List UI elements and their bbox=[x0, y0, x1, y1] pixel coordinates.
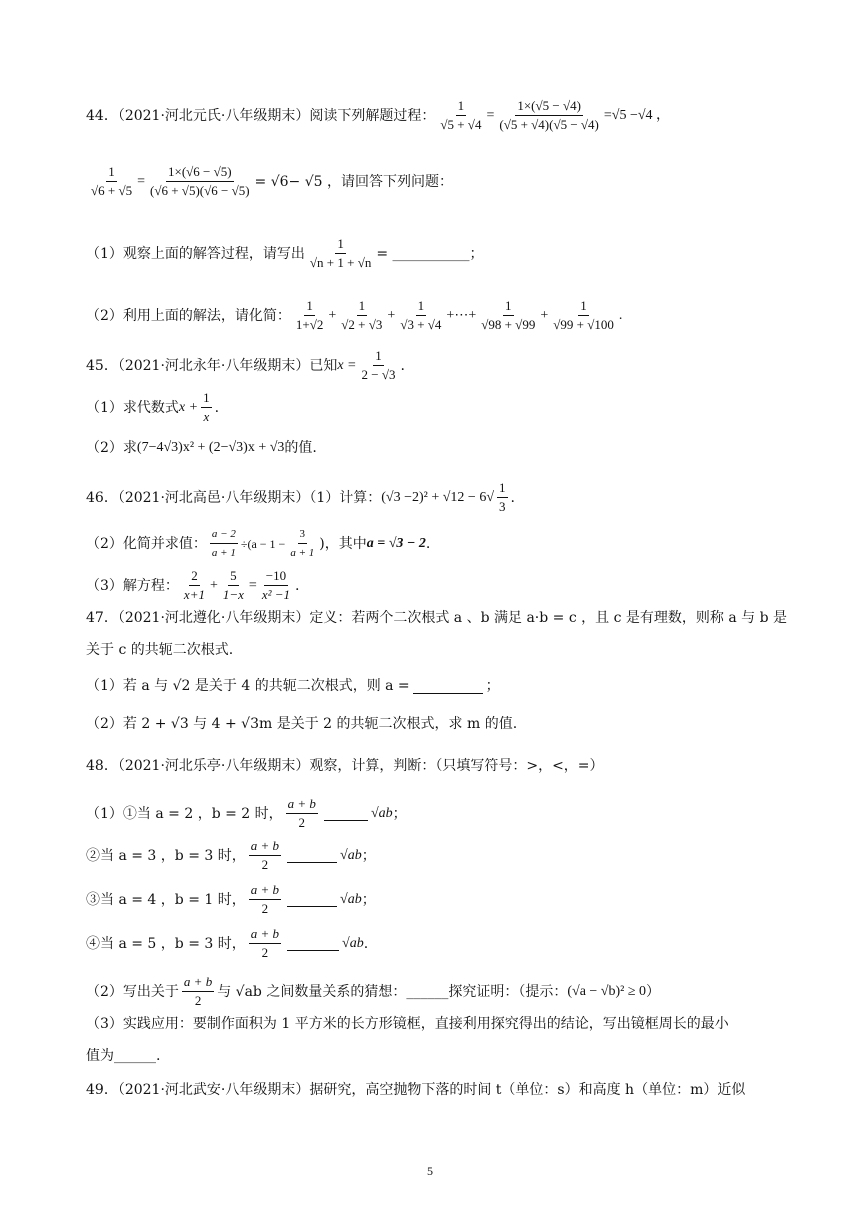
q44-p2-term1: $\frac{1}{1+√2}$ bbox=[295, 298, 324, 332]
q48-p2-mid: 与 √ab 之间数量关系的猜想：______探究证明：（提示： bbox=[217, 983, 568, 1000]
q44-p1-text: （1）观察上面的解答过程，请写出 bbox=[86, 245, 305, 262]
q44-p2-term2: $\frac{1}{√2 + √3}$ bbox=[341, 298, 383, 332]
q48-item4-text: ④当 a = 5 ，b = 3 时， bbox=[86, 935, 246, 952]
q48-head: 48．（2021·河北乐亭·八年级期末）观察，计算，判断：（只填写符号：>，<，=） bbox=[86, 758, 604, 774]
q46-p2-text: （2）化简并求值： bbox=[86, 535, 207, 552]
q44-part2: （2）利用上面的解法，请化简： $\frac{1}{1+√2}$ + $\frac{1}{√2 + √3}$ + $\frac{1}{√3 + √4}$ +⋯+ $\frac{1}{√98 + √99}$ + $\frac{1}{√99 + √100}$ . bbox=[86, 298, 623, 332]
q48-item4-frac: $\frac{a + b}{2}$ bbox=[250, 926, 280, 960]
q46-p3-t3: $\frac{-10}{\text{x² −1}}$ bbox=[261, 568, 291, 602]
q44-p2-ellipsis: +⋯+ bbox=[446, 307, 477, 323]
q44-part1 bbox=[86, 236, 484, 271]
q48-item3-blank bbox=[287, 892, 337, 907]
q45-p1-expr: x + bbox=[178, 399, 199, 415]
q46-p2-frac-a: $\frac{a - 2}{a + 1}$ bbox=[211, 528, 236, 559]
q47-p1-text: （1）若 a 与 √2 是关于 4 的共轭二次根式，则 a = bbox=[86, 678, 410, 694]
q45-head: 45．（2021·河北永年·八年级期末）已知 bbox=[86, 357, 338, 374]
q44-p2-text: （2）利用上面的解法，请化简： bbox=[86, 307, 291, 324]
q45-p1-text: （1）求代数式 bbox=[86, 399, 179, 416]
q48-item2 bbox=[86, 838, 376, 873]
q45-part2 bbox=[86, 438, 317, 458]
q44-p1-answer-blank: = ___________； bbox=[376, 245, 484, 262]
q47-p1-blank bbox=[413, 679, 483, 694]
q48-part2 bbox=[86, 974, 660, 1009]
q48-item1-end: ； bbox=[392, 805, 407, 822]
q44-eq2-lhs: $\frac{1}{√6 + √5}$ bbox=[91, 164, 133, 198]
q48-p2-frac: $\frac{a + b}{2}$ bbox=[183, 974, 213, 1008]
q48-part3-line1: （3）实践应用：要制作面积为 1 平方米的长方形镜框，直接利用探究得出的结论，写出镜框周长的最小 bbox=[86, 1016, 729, 1032]
q46-part2: （2）化简并求值： $\frac{a - 2}{a + 1}$ ÷(a − 1 − $\frac{3}{a + 1}$ )，其中 a = √3 − 2 . bbox=[86, 528, 431, 559]
q48-item3-text: ③当 a = 4 ，b = 1 时， bbox=[86, 891, 246, 908]
q44-p2-term4: $\frac{1}{√98 + √99}$ bbox=[481, 298, 536, 332]
q48-item1-text: （1）①当 a = 2 ，b = 2 时， bbox=[86, 805, 283, 822]
q48-part3-line2: 值为______. bbox=[86, 1048, 161, 1064]
q45-x-eq: x = bbox=[337, 357, 357, 373]
q45-part1: （1）求代数式 x + $\frac{1}{x}$ . bbox=[86, 390, 220, 424]
q44-p2-term3: $\frac{1}{√3 + √4}$ bbox=[400, 298, 442, 332]
q47-p1-end: ； bbox=[485, 678, 500, 694]
q48-item3-frac: $\frac{a + b}{2}$ bbox=[250, 882, 280, 916]
q45-p2-text: （2）求 bbox=[86, 440, 137, 456]
q46-p2-post: )，其中 bbox=[319, 535, 367, 552]
page-number: 5 bbox=[427, 1164, 433, 1178]
q45-p2-post: 的值. bbox=[284, 440, 317, 456]
q48-item1-sqrt: √ab bbox=[370, 805, 393, 821]
q48-item1 bbox=[86, 796, 407, 831]
q46-p2-cond: a = √3 − 2 bbox=[366, 535, 426, 551]
q44-eq1-lhs: $\frac{1}{√5 + √4}$ bbox=[440, 98, 482, 132]
q46-head: 46．（2021·河北高邑·八年级期末）（1）计算： bbox=[86, 489, 382, 506]
q46-line1: 46．（2021·河北高邑·八年级期末）（1）计算： (√3 −2)² + √12 − 6√ $\frac{1}{3}$ . bbox=[86, 480, 515, 514]
q48-item2-sqrt: √ab bbox=[340, 847, 362, 863]
q48-item3-end: ； bbox=[361, 891, 376, 908]
q45-x-frac: $\frac{1}{2 - √3}$ bbox=[361, 348, 396, 382]
q48-item3 bbox=[86, 882, 376, 917]
q48-item4-sqrt: √ab bbox=[342, 935, 364, 951]
q48-item1-blank bbox=[324, 806, 368, 821]
q46-p1-expr: (√3 −2)² + √12 − 6√ bbox=[381, 489, 495, 505]
q48-p2-hint: (√a − √b)² ≥ 0 bbox=[567, 983, 647, 999]
q46-p1-frac: $\frac{1}{3}$ bbox=[499, 480, 506, 514]
q44-eq2-result: = √6− √5 ，请回答下列问题： bbox=[254, 173, 454, 190]
q48-p2-end: ） bbox=[646, 983, 661, 1000]
q45-p1-frac: $\frac{1}{x}$ bbox=[203, 390, 210, 424]
q47-part2: （2）若 2 + √3 与 4 + √3m 是关于 2 的共轭二次根式，求 m 的值. bbox=[86, 716, 518, 732]
q44-head: 44．（2021·河北元氏·八年级期末）阅读下列解题过程： bbox=[86, 107, 436, 124]
q47-part1 bbox=[86, 676, 500, 696]
q44-line1: 44．（2021·河北元氏·八年级期末）阅读下列解题过程： $\frac{1}{√5 + √4}$ = $\frac{1\times(√5 - √4)}{(√5 + √4)(√5 - √4)}$ =√5 −√4 ， bbox=[86, 98, 671, 132]
q48-p2-text: （2）写出关于 bbox=[86, 983, 179, 1000]
q47-line1: 47．（2021·河北遵化·八年级期末）定义：若两个二次根式 a 、b 满足 a·b = c ，且 c 是有理数，则称 a 与 b 是 bbox=[86, 610, 787, 626]
q48-item2-text: ②当 a = 3 ，b = 3 时， bbox=[86, 847, 246, 864]
q44-eq1-result: =√5 −√4 ， bbox=[603, 107, 671, 123]
q46-part3: （3）解方程： $\frac{2}{x+1}$ + $\frac{5}{1-x}$ = $\frac{-10}{\text{x² −1}}$ . bbox=[86, 568, 300, 602]
q46-p3-t1: $\frac{2}{x+1}$ bbox=[183, 568, 205, 602]
q47-line2: 关于 c 的共轭二次根式. bbox=[86, 642, 234, 658]
q48-item4-blank bbox=[287, 936, 339, 951]
q48-item4-end: . bbox=[363, 935, 369, 952]
q48-item2-blank bbox=[287, 848, 337, 863]
q44-eq2-rhs: $\frac{1\times(√6 - √5)}{(√6 + √5)(√6 - √5)}$ bbox=[150, 164, 250, 198]
q44-p1-frac: $\frac{1}{√n + 1 + √n}$ bbox=[309, 236, 372, 270]
q45-line1: 45．（2021·河北永年·八年级期末）已知 x = $\frac{1}{2 - √3}$ . bbox=[86, 348, 405, 382]
q49-line1: 49．（2021·河北武安·八年级期末）据研究，高空抛物下落的时间 t（单位：s）和高度 h（单位：m）近似 bbox=[86, 1082, 746, 1098]
q44-eq1-rhs: $\frac{1\times(√5 - √4)}{(√5 + √4)(√5 - √4)}$ bbox=[499, 98, 599, 132]
q48-item2-end: ； bbox=[361, 847, 376, 864]
q48-item4 bbox=[86, 926, 368, 961]
q48-item2-frac: $\frac{a + b}{2}$ bbox=[250, 838, 280, 872]
q48-item3-sqrt: √ab bbox=[340, 891, 362, 907]
q46-p3-t2: $\frac{5}{1-x}$ bbox=[222, 568, 244, 602]
q45-p2-expr: (7−4√3)x² + (2−√3)x + √3 bbox=[136, 440, 285, 455]
q48-item1-frac: $\frac{a + b}{2}$ bbox=[287, 796, 316, 830]
q46-p2-mid: ÷(a − 1 − bbox=[240, 536, 286, 551]
q46-p3-text: （3）解方程： bbox=[86, 577, 179, 594]
q46-p2-frac-b: $\frac{3}{a + 1}$ bbox=[290, 528, 315, 559]
q44-p2-term5: $\frac{1}{√99 + √100}$ bbox=[553, 298, 614, 332]
q44-line2: $\frac{1}{√6 + √5}$ = $\frac{1\times(√6 - √5)}{(√6 + √5)(√6 - √5)}$ = √6− √5 ，请回答下列问题： bbox=[91, 164, 454, 198]
